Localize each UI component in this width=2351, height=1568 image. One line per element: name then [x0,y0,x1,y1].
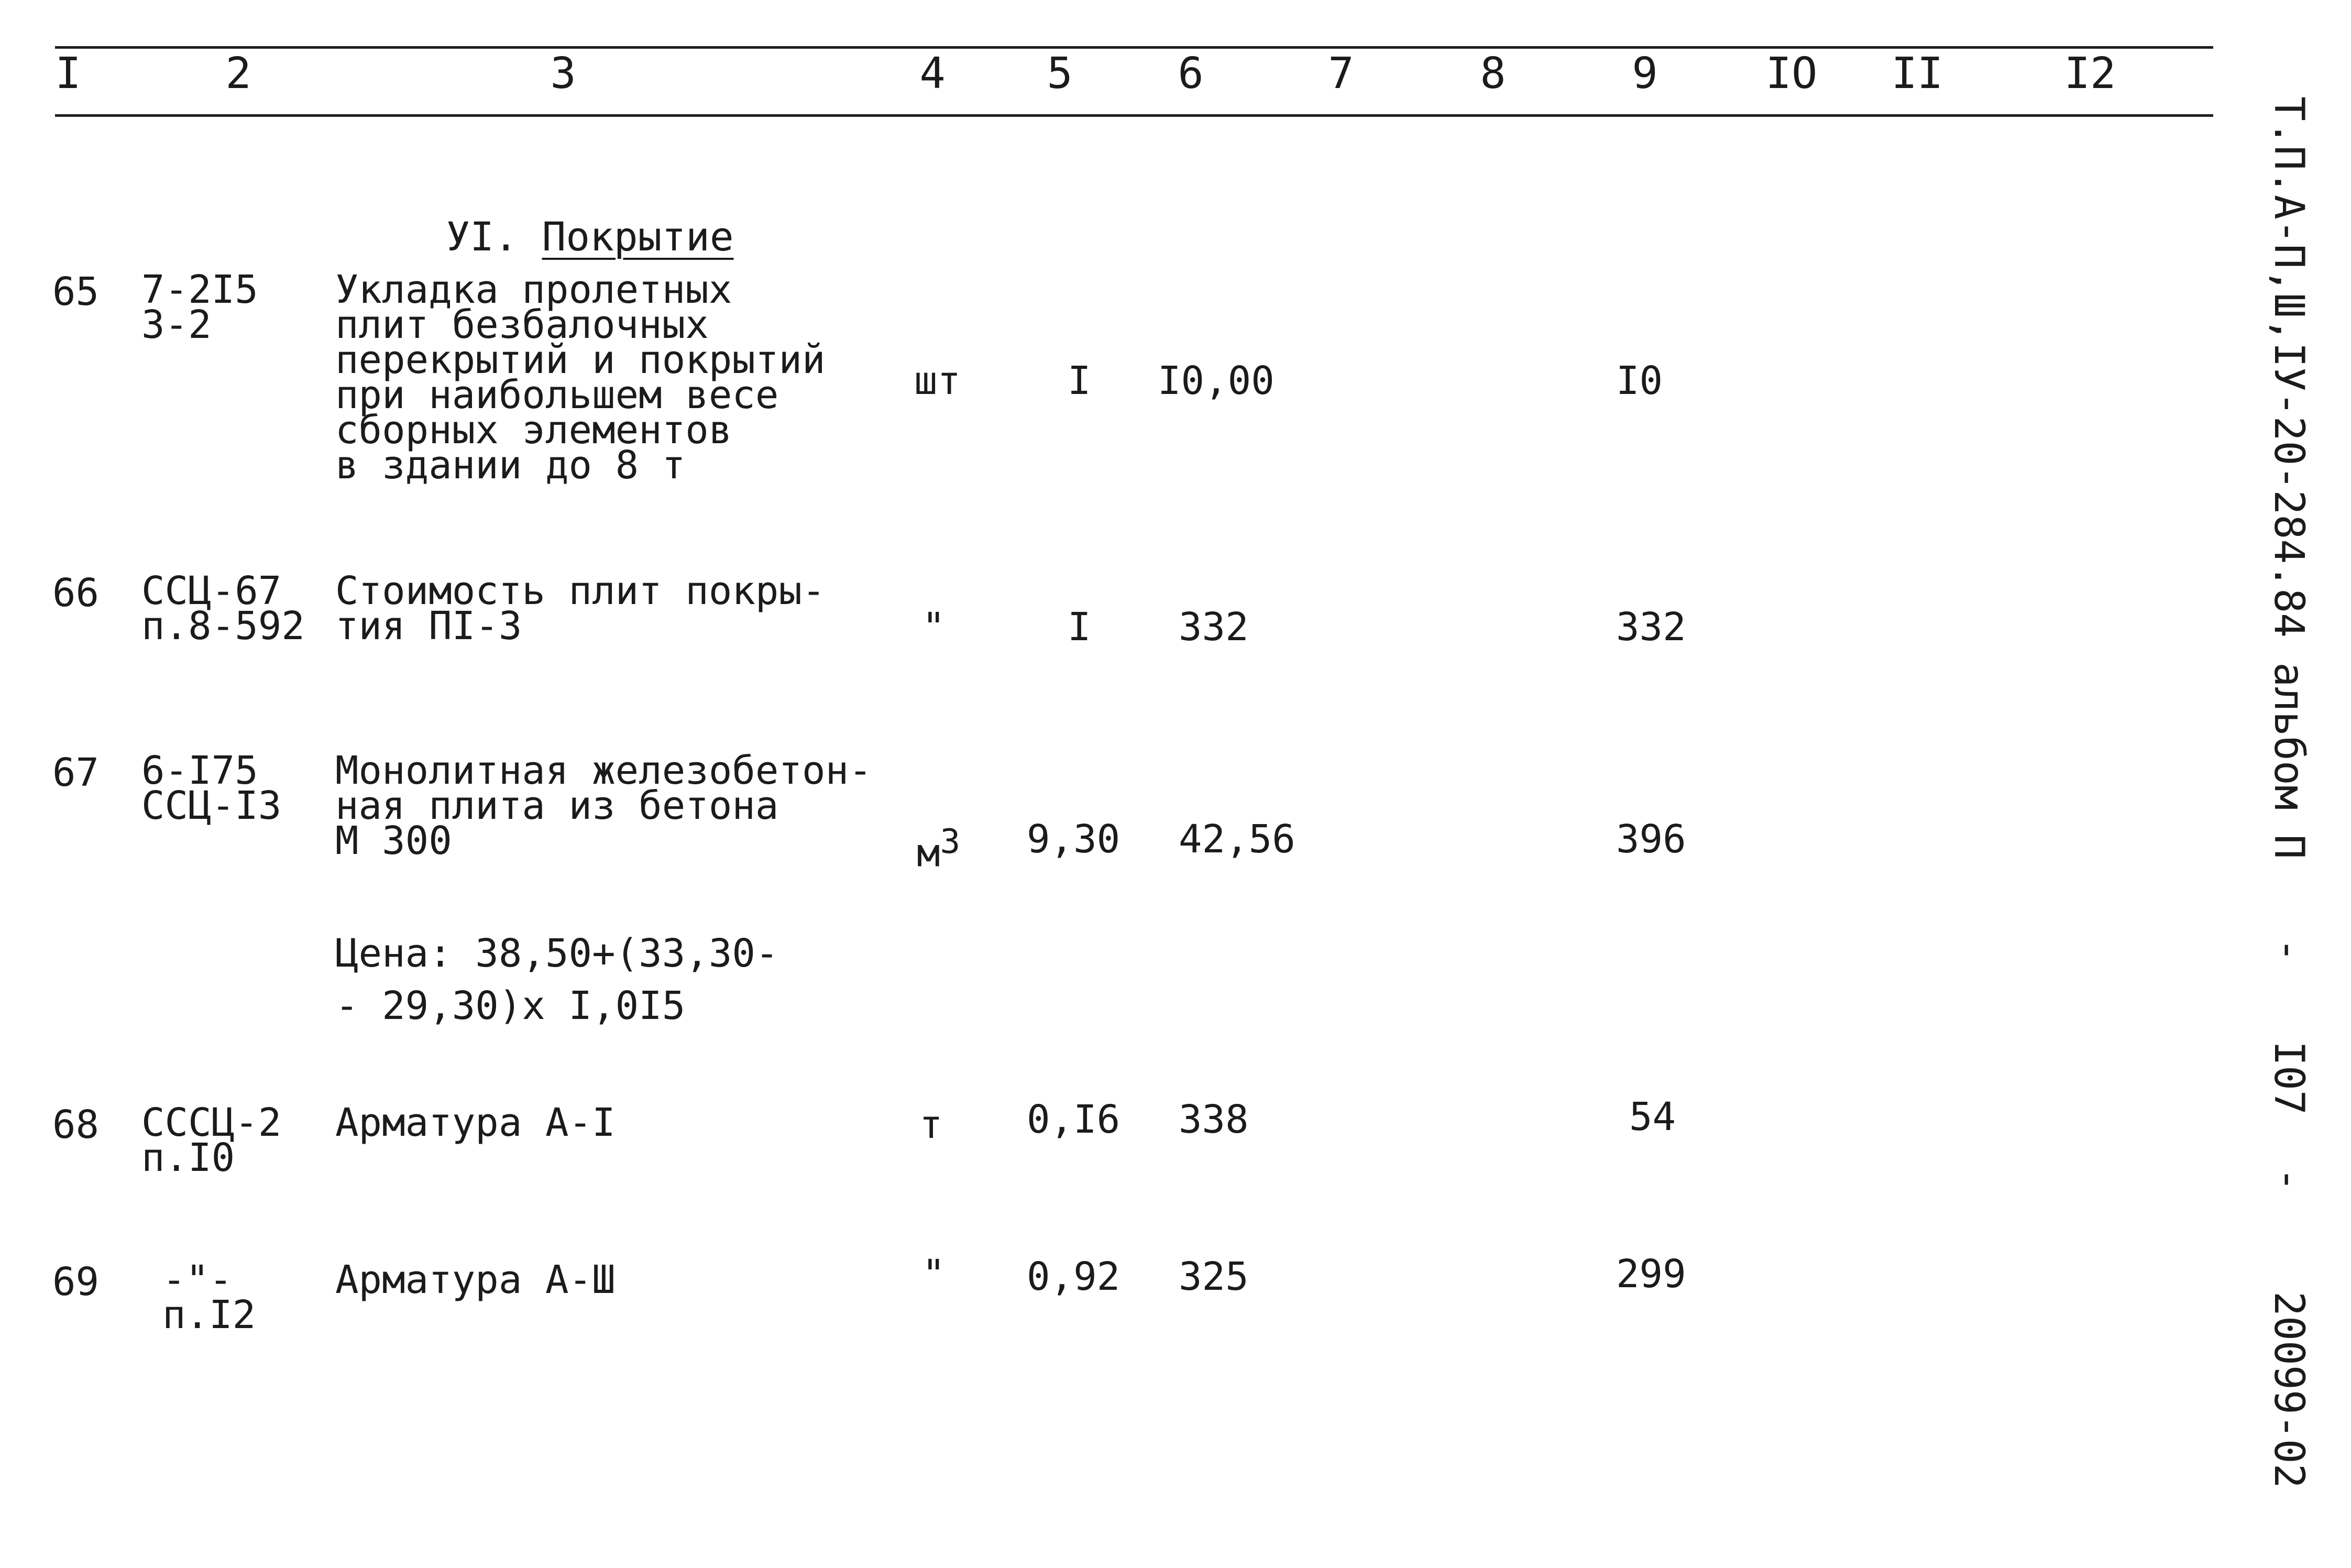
col-header-2: 2 [225,49,251,98]
row-total: I0 [1616,358,1663,403]
row-unit [917,823,961,876]
row-code: 7-2I5 3-2 [141,267,258,347]
row-quantity: I [1068,358,1091,403]
row-quantity: 0,92 [1027,1254,1120,1299]
row-price: I0,00 [1158,358,1275,403]
row-price: 332 [1179,605,1249,650]
side-annotation [2265,47,2350,1488]
col-header-5: 5 [1047,49,1073,98]
row-number: 66 [52,571,100,616]
row-total: 396 [1616,817,1686,862]
row-price: 338 [1179,1097,1249,1142]
section-title-text: Покрытие [542,213,734,260]
row-quantity: 9,30 [1027,817,1120,862]
row-quantity: I [1068,605,1091,650]
row-unit: " [922,605,946,650]
row-description: Арматура А-I [335,1100,616,1145]
section-title [398,167,734,260]
row-description: Укладка пролетных плит безбалочных перекрытий и покрытий при наибольшем весе сборных элементов в здании до 8 т [335,267,826,488]
row-unit-base: м [917,830,940,876]
row-unit-exponent: 3 [940,823,961,861]
row-price: 325 [1179,1254,1249,1299]
col-header-7: 7 [1328,49,1354,98]
row-description: Стоимость плит покры- тия ПI-3 [335,568,826,649]
row-number: 69 [52,1259,100,1304]
side-document-number: 20099-02 [2265,1291,2312,1488]
row-description: Монолитная железобетон- ная плита из бетона М 300 [335,748,872,863]
col-header-12: I2 [2064,49,2116,98]
col-header-9: 9 [1632,49,1658,98]
side-doc-code: Т.П.А-П,Ш,IУ-20-284.84 альбом П [2265,96,2312,859]
row-unit: т [919,1102,943,1147]
row-code: СССЦ-2 п.I0 [141,1100,282,1180]
row-description: Арматура А-Ш [335,1257,616,1302]
col-header-10: IO [1765,49,1818,98]
row-total: 332 [1616,605,1686,650]
col-header-4: 4 [919,49,946,98]
col-header-3: 3 [550,49,576,98]
col-header-11: II [1891,49,1943,98]
row-number: 65 [52,269,100,314]
row-total: 54 [1629,1094,1676,1139]
row-code: -"- п.I2 [162,1257,256,1337]
row-total: 299 [1616,1252,1686,1297]
row-price-note: Цена: 38,50+(33,30- - 29,30)х I,0I5 [335,931,779,1028]
header-bottom-rule [55,114,2213,117]
col-header-1: I [55,49,81,98]
row-unit: " [922,1252,946,1297]
row-price: 42,56 [1179,817,1295,862]
row-unit: шт [914,358,961,403]
row-number: 68 [52,1102,100,1147]
row-quantity: 0,I6 [1027,1097,1120,1142]
row-code: 6-I75 ССЦ-I3 [141,748,282,828]
section-prefix: УI. [446,213,518,260]
row-number: 67 [52,750,100,795]
col-header-6: 6 [1178,49,1204,98]
col-header-8: 8 [1480,49,1506,98]
header-top-rule [55,46,2213,49]
row-code: ССЦ-67 п.8-592 [141,568,305,649]
side-page-number: I07 [2265,1040,2312,1115]
side-dash-2: - [2265,1167,2312,1192]
side-dash-1: - [2265,937,2312,962]
